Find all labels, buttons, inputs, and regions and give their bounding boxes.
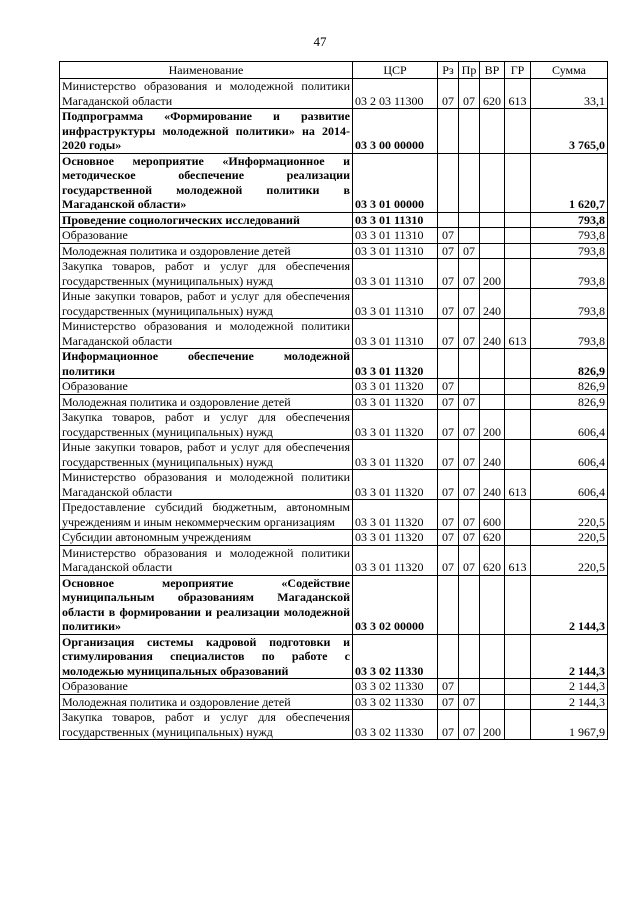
cell-name: Организация системы кадровой подготовки и стимулирования специалистов по работе с молодежью муниципальных образований	[60, 634, 353, 679]
cell-name: Иные закупки товаров, работ и услуг для обеспечения государственных (муниципальных) нужд	[60, 289, 353, 319]
cell-pr: 07	[459, 410, 480, 440]
cell-name: Молодежная политика и оздоровление детей	[60, 394, 353, 410]
cell-pr: 07	[459, 710, 480, 740]
cell-gr	[505, 440, 531, 470]
cell-csr: 03 3 02 00000	[353, 575, 438, 634]
table-row	[60, 319, 608, 349]
cell-sum: 220,5	[531, 530, 608, 546]
cell-csr: 03 3 02 11330	[353, 694, 438, 710]
cell-sum: 606,4	[531, 470, 608, 500]
cell-csr: 03 3 01 11320	[353, 530, 438, 546]
table-row	[60, 470, 608, 500]
table-row	[60, 228, 608, 244]
cell-csr: 03 3 01 11310	[353, 289, 438, 319]
cell-pr: 07	[459, 243, 480, 259]
cell-csr: 03 3 02 11330	[353, 679, 438, 695]
cell-pr: 07	[459, 694, 480, 710]
cell-pr: 07	[459, 500, 480, 530]
cell-name: Подпрограмма «Формирование и развитие инфраструктуры молодежной политики» на 2014-2020 годы»	[60, 109, 353, 154]
cell-rz: 07	[438, 530, 459, 546]
cell-rz	[438, 575, 459, 634]
cell-vr	[480, 575, 505, 634]
cell-sum: 33,1	[531, 79, 608, 109]
cell-csr: 03 3 01 11320	[353, 500, 438, 530]
cell-csr: 03 3 01 11310	[353, 243, 438, 259]
cell-sum: 1 620,7	[531, 153, 608, 212]
cell-vr	[480, 634, 505, 679]
cell-name: Министерство образования и молодежной политики Магаданской области	[60, 470, 353, 500]
table-header-row	[60, 62, 608, 79]
cell-pr: 07	[459, 289, 480, 319]
cell-vr: 620	[480, 545, 505, 575]
cell-csr: 03 3 02 11330	[353, 634, 438, 679]
cell-rz	[438, 109, 459, 154]
cell-rz: 07	[438, 710, 459, 740]
cell-name: Основное мероприятие «Информационное и методическое обеспечение реализации государственной молодежной политики в Магаданской области»	[60, 153, 353, 212]
cell-csr: 03 3 01 11310	[353, 259, 438, 289]
cell-pr	[459, 575, 480, 634]
cell-name: Министерство образования и молодежной политики Магаданской области	[60, 319, 353, 349]
cell-csr: 03 3 02 11330	[353, 710, 438, 740]
cell-csr: 03 3 01 11320	[353, 440, 438, 470]
cell-vr: 240	[480, 289, 505, 319]
header-pr: Пр	[459, 62, 480, 79]
cell-name: Субсидии автономным учреждениям	[60, 530, 353, 546]
cell-pr	[459, 349, 480, 379]
cell-sum: 793,8	[531, 212, 608, 228]
cell-vr: 200	[480, 410, 505, 440]
cell-csr: 03 3 01 11320	[353, 394, 438, 410]
table-row	[60, 500, 608, 530]
cell-rz	[438, 349, 459, 379]
cell-gr	[505, 259, 531, 289]
cell-gr	[505, 349, 531, 379]
table-row	[60, 212, 608, 228]
cell-pr	[459, 228, 480, 244]
cell-sum: 793,8	[531, 289, 608, 319]
cell-sum: 826,9	[531, 394, 608, 410]
table-row	[60, 379, 608, 395]
cell-gr: 613	[505, 319, 531, 349]
table-row	[60, 440, 608, 470]
cell-vr	[480, 394, 505, 410]
cell-sum: 826,9	[531, 379, 608, 395]
cell-name: Информационное обеспечение молодежной политики	[60, 349, 353, 379]
cell-csr: 03 3 01 11320	[353, 349, 438, 379]
cell-pr: 07	[459, 319, 480, 349]
cell-rz: 07	[438, 379, 459, 395]
cell-rz	[438, 634, 459, 679]
table-row	[60, 694, 608, 710]
table-row	[60, 575, 608, 634]
cell-vr	[480, 379, 505, 395]
cell-rz: 07	[438, 545, 459, 575]
cell-sum: 2 144,3	[531, 634, 608, 679]
cell-rz: 07	[438, 228, 459, 244]
cell-vr: 240	[480, 470, 505, 500]
cell-csr: 03 2 03 11300	[353, 79, 438, 109]
cell-vr: 200	[480, 710, 505, 740]
cell-vr: 600	[480, 500, 505, 530]
cell-pr	[459, 109, 480, 154]
cell-pr	[459, 212, 480, 228]
cell-name: Образование	[60, 228, 353, 244]
cell-name: Закупка товаров, работ и услуг для обеспечения государственных (муниципальных) нужд	[60, 710, 353, 740]
cell-name: Молодежная политика и оздоровление детей	[60, 243, 353, 259]
table-row	[60, 394, 608, 410]
budget-table	[59, 61, 608, 740]
cell-gr	[505, 575, 531, 634]
header-sum: Сумма	[531, 62, 608, 79]
cell-vr	[480, 212, 505, 228]
cell-sum: 2 144,3	[531, 679, 608, 695]
cell-csr: 03 3 01 11310	[353, 212, 438, 228]
cell-csr: 03 3 01 11320	[353, 410, 438, 440]
cell-pr: 07	[459, 394, 480, 410]
cell-rz: 07	[438, 319, 459, 349]
cell-rz: 07	[438, 694, 459, 710]
cell-gr	[505, 379, 531, 395]
cell-gr: 613	[505, 545, 531, 575]
cell-gr	[505, 500, 531, 530]
cell-name: Министерство образования и молодежной политики Магаданской области	[60, 79, 353, 109]
table-row	[60, 679, 608, 695]
cell-pr: 07	[459, 79, 480, 109]
cell-sum: 2 144,3	[531, 575, 608, 634]
table-row	[60, 634, 608, 679]
cell-sum: 793,8	[531, 259, 608, 289]
cell-gr	[505, 530, 531, 546]
cell-csr: 03 3 01 00000	[353, 153, 438, 212]
cell-vr	[480, 694, 505, 710]
cell-name: Предоставление субсидий бюджетным, автономным учреждениям и иным некоммерческим организациям	[60, 500, 353, 530]
cell-vr: 240	[480, 319, 505, 349]
cell-csr: 03 3 01 11320	[353, 545, 438, 575]
cell-rz	[438, 153, 459, 212]
cell-vr	[480, 349, 505, 379]
cell-name: Закупка товаров, работ и услуг для обеспечения государственных (муниципальных) нужд	[60, 410, 353, 440]
table-row	[60, 79, 608, 109]
cell-pr: 07	[459, 440, 480, 470]
table-row	[60, 243, 608, 259]
cell-vr	[480, 679, 505, 695]
cell-csr: 03 3 01 11320	[353, 379, 438, 395]
page-number: 47	[313, 34, 327, 49]
cell-vr	[480, 228, 505, 244]
cell-gr	[505, 212, 531, 228]
table-row	[60, 710, 608, 740]
cell-pr	[459, 379, 480, 395]
cell-pr	[459, 153, 480, 212]
table-row	[60, 349, 608, 379]
cell-sum: 3 765,0	[531, 109, 608, 154]
cell-name: Образование	[60, 379, 353, 395]
cell-gr	[505, 109, 531, 154]
cell-gr	[505, 228, 531, 244]
cell-gr	[505, 710, 531, 740]
cell-pr: 07	[459, 530, 480, 546]
table-row	[60, 530, 608, 546]
table-row	[60, 545, 608, 575]
header-gr: ГР	[505, 62, 531, 79]
cell-rz: 07	[438, 259, 459, 289]
cell-sum: 220,5	[531, 500, 608, 530]
cell-vr	[480, 153, 505, 212]
cell-name: Основное мероприятие «Содействие муниципальным образованиям Магаданской области в формировании и реализации молодежной политики»	[60, 575, 353, 634]
table-row	[60, 109, 608, 154]
table-row	[60, 289, 608, 319]
cell-sum: 793,8	[531, 319, 608, 349]
cell-rz: 07	[438, 440, 459, 470]
cell-rz: 07	[438, 679, 459, 695]
cell-gr	[505, 394, 531, 410]
cell-rz: 07	[438, 470, 459, 500]
cell-gr	[505, 410, 531, 440]
header-rz: Рз	[438, 62, 459, 79]
cell-pr: 07	[459, 470, 480, 500]
cell-sum: 793,8	[531, 228, 608, 244]
cell-vr	[480, 109, 505, 154]
cell-pr	[459, 679, 480, 695]
cell-gr	[505, 153, 531, 212]
cell-rz: 07	[438, 500, 459, 530]
table-row	[60, 410, 608, 440]
cell-csr: 03 3 00 00000	[353, 109, 438, 154]
header-vr: ВР	[480, 62, 505, 79]
cell-vr: 200	[480, 259, 505, 289]
cell-rz: 07	[438, 394, 459, 410]
cell-vr: 620	[480, 530, 505, 546]
cell-sum: 606,4	[531, 410, 608, 440]
cell-name: Проведение социологических исследований	[60, 212, 353, 228]
cell-rz: 07	[438, 289, 459, 319]
cell-gr: 613	[505, 79, 531, 109]
cell-csr: 03 3 01 11310	[353, 228, 438, 244]
cell-sum: 220,5	[531, 545, 608, 575]
cell-sum: 793,8	[531, 243, 608, 259]
cell-name: Молодежная политика и оздоровление детей	[60, 694, 353, 710]
cell-pr: 07	[459, 259, 480, 289]
cell-sum: 2 144,3	[531, 694, 608, 710]
cell-vr: 240	[480, 440, 505, 470]
table-row	[60, 259, 608, 289]
cell-gr	[505, 243, 531, 259]
cell-rz	[438, 212, 459, 228]
cell-pr: 07	[459, 545, 480, 575]
cell-name: Министерство образования и молодежной политики Магаданской области	[60, 545, 353, 575]
cell-name: Образование	[60, 679, 353, 695]
cell-gr	[505, 289, 531, 319]
cell-name: Закупка товаров, работ и услуг для обеспечения государственных (муниципальных) нужд	[60, 259, 353, 289]
cell-sum: 826,9	[531, 349, 608, 379]
cell-csr: 03 3 01 11310	[353, 319, 438, 349]
cell-gr	[505, 694, 531, 710]
cell-vr	[480, 243, 505, 259]
cell-gr	[505, 634, 531, 679]
cell-pr	[459, 634, 480, 679]
header-name: Наименование	[60, 62, 353, 79]
cell-sum: 606,4	[531, 440, 608, 470]
table-body	[60, 79, 608, 740]
cell-name: Иные закупки товаров, работ и услуг для обеспечения государственных (муниципальных) нужд	[60, 440, 353, 470]
cell-csr: 03 3 01 11320	[353, 470, 438, 500]
cell-rz: 07	[438, 410, 459, 440]
cell-gr: 613	[505, 470, 531, 500]
cell-rz: 07	[438, 79, 459, 109]
cell-gr	[505, 679, 531, 695]
header-csr: ЦСР	[353, 62, 438, 79]
cell-sum: 1 967,9	[531, 710, 608, 740]
cell-rz: 07	[438, 243, 459, 259]
table-row	[60, 153, 608, 212]
cell-vr: 620	[480, 79, 505, 109]
